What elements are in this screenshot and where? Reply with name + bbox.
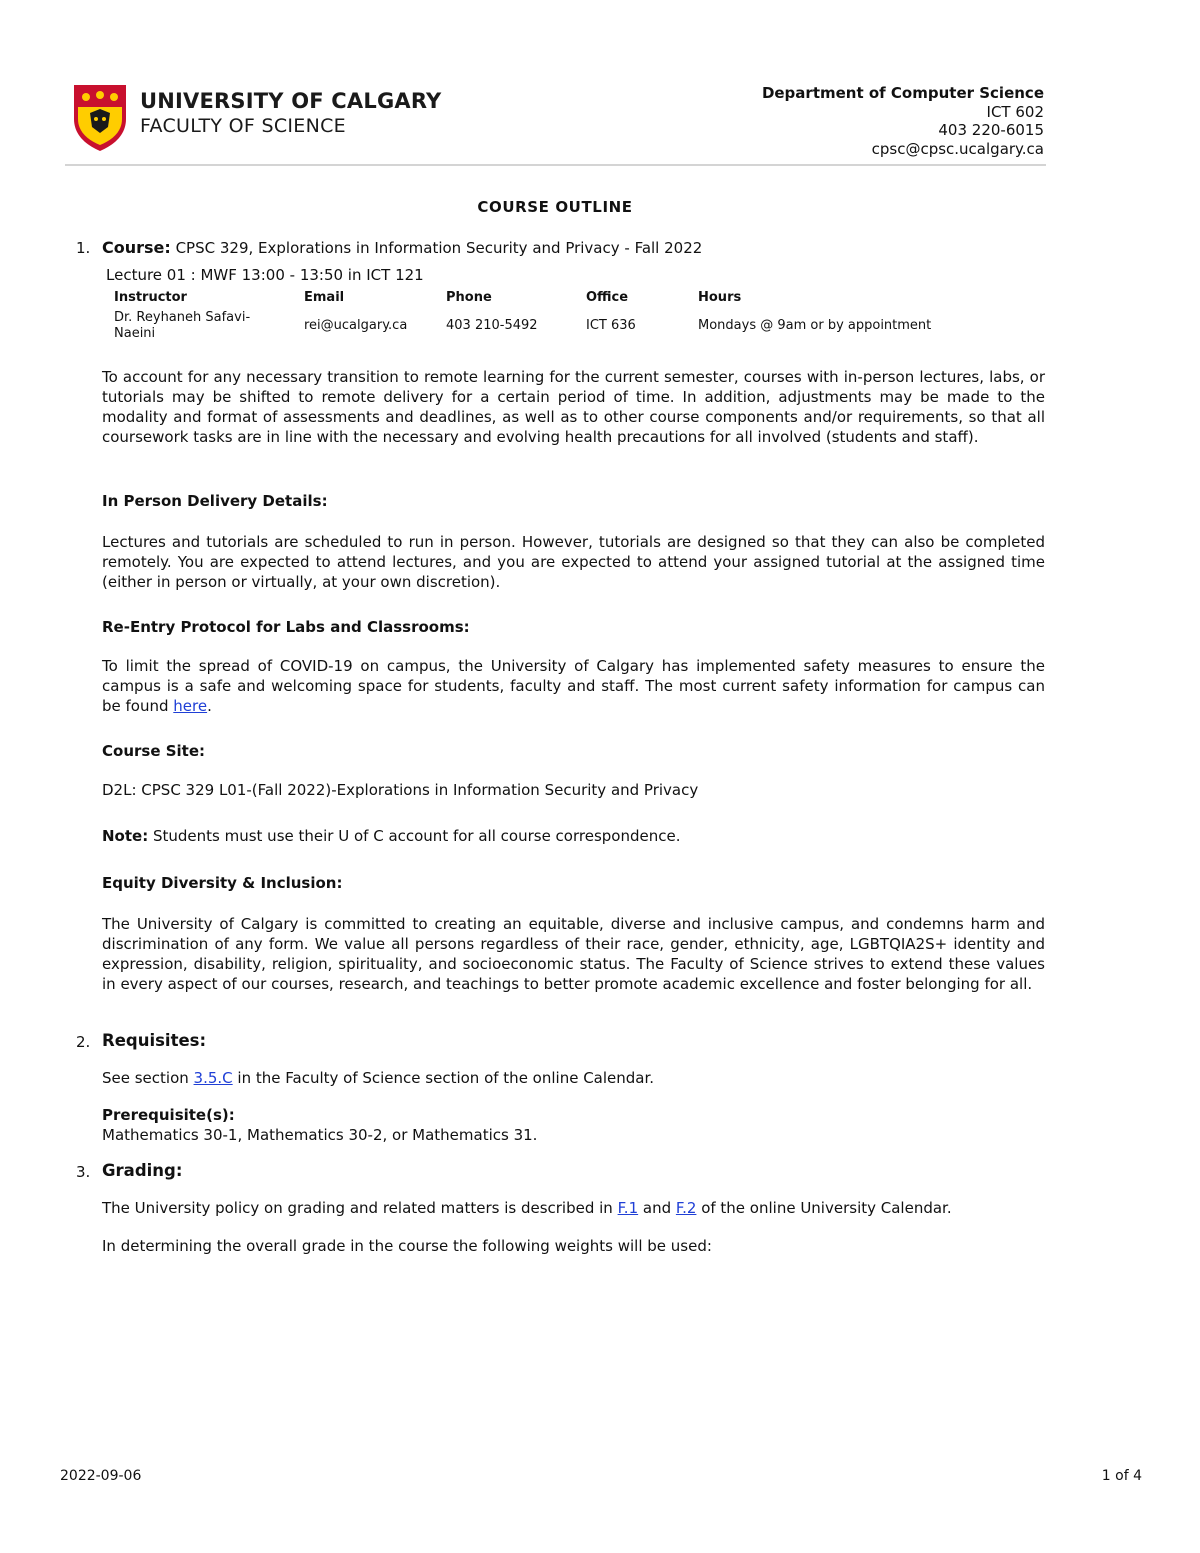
calendar-section-link[interactable]: 3.5.C [193,1069,233,1087]
course-site-text: D2L: CPSC 329 L01-(Fall 2022)-Explorations in Information Security and Privacy [102,781,699,799]
instructor-name-line1: Dr. Reyhaneh Safavi- [114,310,251,325]
department-contact [762,84,1044,158]
course-line [102,238,702,257]
section-number-2: 2. [76,1033,91,1051]
remote-learning-paragraph: To account for any necessary transition to remote learning for the current semester, courses with in-person lectures, labs, or tutorials may be shifted to remote delivery for a certain period of time. In addition, adjustments may be made to the modality and format of assessments and deadlines, as well as to other course components and/or requirements, so that all coursework tasks are in line with the necessary and evolving health precautions for all involved (students and staff). [102,368,1045,446]
lecture-schedule: Lecture 01 : MWF 13:00 - 13:50 in ICT 121 [106,266,424,284]
instructor-cell [110,310,300,342]
course-name: CPSC 329, Explorations in Information Security and Privacy - Fall 2022 [175,239,703,257]
department-email: cpsc@cpsc.ucalgary.ca [871,139,1044,158]
prerequisite-text: Mathematics 30-1, Mathematics 30-2, or Mathematics 31. [102,1126,538,1144]
grading-paragraph [102,1198,1045,1218]
reentry-paragraph [102,656,1045,716]
requisites-text-before: See section [102,1069,194,1087]
table-header-phone: Phone [446,290,492,305]
calendar-f2-link[interactable]: F.2 [675,1199,697,1217]
page-number: 1 of 4 [1101,1468,1142,1484]
department-room: ICT 602 [986,102,1044,121]
grading-text-mid: and [638,1199,676,1217]
prerequisite-heading: Prerequisite(s): [102,1106,235,1124]
safety-info-link[interactable]: here [173,697,208,715]
section-number-3: 3. [76,1163,91,1181]
weights-intro: In determining the overall grade in the course the following weights will be used: [102,1237,712,1255]
requisites-heading: Requisites: [102,1031,207,1050]
reentry-text: To limit the spread of COVID-19 on campus, the University of Calgary has implemented safety measures to ensure the campus is a safe and welcoming space for students, faculty and staff. The most current safety information for campus can be found [102,657,1045,715]
faculty-name: FACULTY OF SCIENCE [140,115,346,137]
table-header-hours: Hours [698,290,742,305]
table-header-email: Email [304,290,345,305]
department-phone: 403 220-6015 [938,121,1044,139]
edi-heading: Equity Diversity & Inclusion: [102,874,343,892]
table-header-office: Office [586,290,629,305]
edi-paragraph: The University of Calgary is committed to creating an equitable, diverse and inclusive campus, and condemns harm and discrimination of any form. We value all persons regardless of their race, gender, ethnicity, age, LGBTQIA2S+ identity and expression, disability, religion, spirituality, and socioeconomic status. The Faculty of Science strives to extend these values in every aspect of our courses, research, and teachings to better promote academic excellence and foster belonging for all. [102,915,1045,993]
reentry-end: . [207,697,212,715]
university-name: UNIVERSITY OF CALGARY [140,89,442,113]
department-name: Department of Computer Science [761,84,1044,102]
header-divider [65,164,1046,166]
grading-heading: Grading: [102,1161,183,1180]
grading-text-before: The University policy on grading and related matters is described in [102,1199,618,1217]
note-text: Students must use their U of C account for all course correspondence. [148,827,681,845]
section-number-1: 1. [76,239,91,257]
inperson-heading: In Person Delivery Details: [102,492,328,510]
table-header-row [110,290,962,310]
footer-date: 2022-09-06 [60,1468,142,1484]
table-row [110,310,962,342]
calendar-f1-link[interactable]: F.1 [617,1199,639,1217]
instructor-email: rei@ucalgary.ca [304,318,408,333]
instructor-name-line2: Naeini [114,326,156,341]
inperson-paragraph: Lectures and tutorials are scheduled to run in person. However, tutorials are designed so that they can also be completed remotely. You are expected to attend lectures, and you are expected to attend your assigned tutorial at the assigned time (either in person or virtually, at your own discretion). [102,533,1045,591]
requisites-text-after: in the Faculty of Science section of the online Calendar. [232,1069,655,1087]
note-label: Note: [102,827,149,845]
note-paragraph [102,826,1045,846]
reentry-heading: Re-Entry Protocol for Labs and Classrooms: [102,618,470,636]
instructor-hours: Mondays @ 9am or by appointment [698,318,932,333]
instructor-office: ICT 636 [586,318,636,333]
university-crest-icon [72,83,128,153]
page-title: COURSE OUTLINE [477,198,633,216]
table-header-instructor: Instructor [114,290,187,305]
requisites-paragraph [102,1068,1045,1088]
university-logo [72,83,472,155]
instructor-table [110,290,962,342]
grading-text-after: of the online University Calendar. [696,1199,952,1217]
course-label: Course: [102,238,171,257]
course-site-heading: Course Site: [102,742,206,760]
instructor-phone: 403 210-5492 [446,318,538,333]
